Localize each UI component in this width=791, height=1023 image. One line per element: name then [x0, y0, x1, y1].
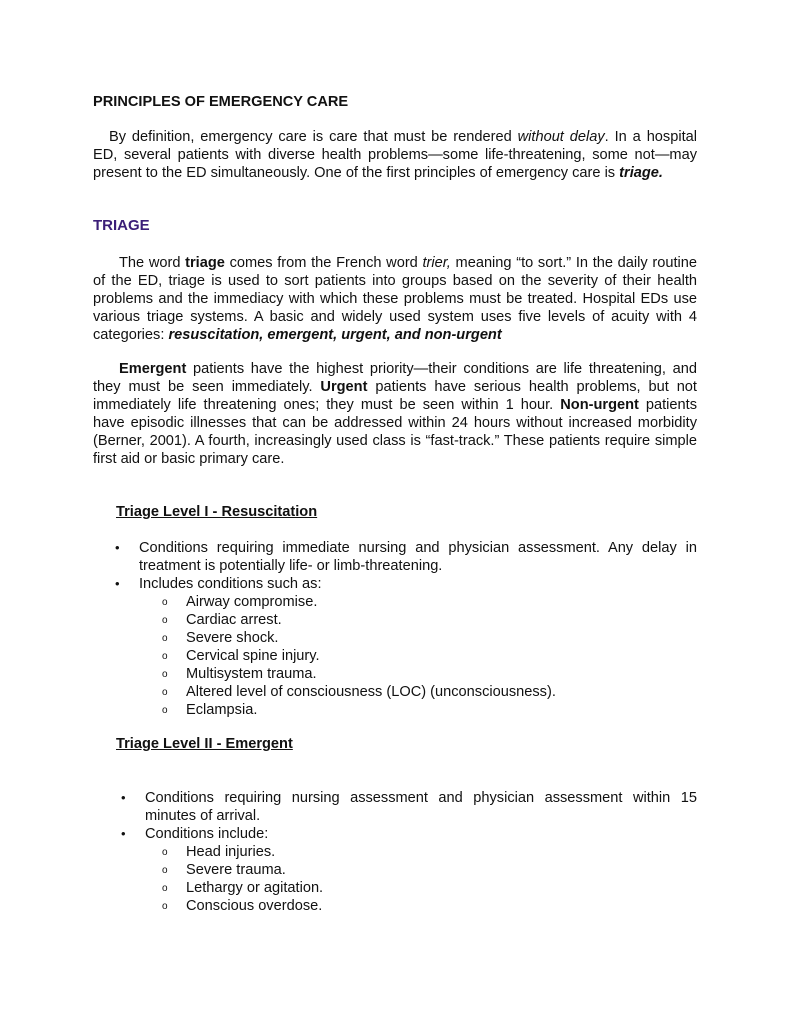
sublist-container [145, 843, 697, 915]
circle-bullet-icon: o [162, 883, 168, 894]
level2-heading: Triage Level II - Emergent [116, 736, 293, 752]
list-item [115, 575, 697, 593]
priority-text: patients have episodic illnesses that can be addressed within 24 hours without increased morbidity (Berner, 2001). A fourth, increasingly used class is “fast-track.” These patients require simple first aid or basic primary care. [93, 397, 698, 467]
list-item [139, 611, 697, 629]
circle-bullet-icon: o [162, 687, 168, 698]
bullet-icon: • [115, 540, 120, 555]
sub-item-text: Airway compromise. [186, 594, 318, 610]
sub-item-text: Severe shock. [186, 630, 279, 646]
bullet-icon: • [115, 576, 120, 591]
bullet-text: Includes conditions such as: [139, 576, 322, 592]
list-item [139, 647, 697, 665]
level2-bullets [121, 789, 697, 915]
sub-item-text: Altered level of consciousness (LOC) (unconsciousness). [186, 684, 556, 700]
sub-item-text: Lethargy or agitation. [186, 880, 324, 896]
circle-bullet-icon: o [162, 847, 168, 858]
bullet-text: Conditions requiring immediate nursing and physician assessment. Any delay in treatment is potentially life- or limb-threatening. [139, 540, 697, 574]
sub-item-text: Cardiac arrest. [186, 612, 282, 628]
categories-list: resuscitation, emergent, urgent, and non-urgent [168, 327, 502, 343]
triage-text: comes from the French word [224, 255, 423, 271]
level2-sublist [145, 843, 697, 915]
triage-paragraph [93, 254, 697, 344]
list-item [139, 701, 697, 719]
emergent-term: Emergent [119, 361, 187, 377]
page-title: PRINCIPLES OF EMERGENCY CARE [93, 94, 349, 110]
triage-heading: TRIAGE [93, 217, 150, 234]
non-urgent-term: Non-urgent [560, 397, 639, 413]
trier-term: trier, [422, 255, 451, 271]
list-item [145, 861, 697, 879]
sub-item-text: Head injuries. [186, 844, 276, 860]
level1-sublist [139, 593, 697, 719]
circle-bullet-icon: o [162, 651, 168, 662]
urgent-term: Urgent [320, 379, 368, 395]
sub-item-text: Severe trauma. [186, 862, 286, 878]
priority-text: patients have serious health problems, but not immediately life threatening ones; they must be seen within 1 hour. [93, 379, 697, 413]
sub-item-text: Conscious overdose. [186, 898, 323, 914]
sub-item-text: Eclampsia. [186, 702, 258, 718]
sub-item-text: Multisystem trauma. [186, 666, 317, 682]
circle-bullet-icon: o [162, 597, 168, 608]
bullet-icon: • [121, 826, 126, 841]
list-item [145, 879, 697, 897]
priority-paragraph [93, 360, 697, 468]
list-item [139, 629, 697, 647]
bullet-text: Conditions requiring nursing assessment and physician assessment within 15 minutes of arrival. [145, 790, 697, 824]
intro-paragraph [93, 128, 697, 182]
list-item [139, 683, 697, 701]
circle-bullet-icon: o [162, 633, 168, 644]
intro-triage-term: triage. [619, 165, 663, 181]
circle-bullet-icon: o [162, 669, 168, 680]
list-item [145, 843, 697, 861]
intro-text: . In a hospital ED, several patients with diverse health problems—some life-threatening, some not—may present to the ED simultaneously. One of the first principles of emergency care is [93, 129, 697, 181]
triage-text: meaning “to sort.” In the daily routine of the ED, triage is used to sort patients into groups based on the severity of their health problems and the immediacy with which these problems must be treated. Hospital EDs use various triage systems. A basic and widely used system uses five levels of acuity with 4 categories: [93, 255, 697, 343]
priority-text: patients have the highest priority—their conditions are life threatening, and they must be seen immediately. [93, 361, 697, 395]
bullet-text: Conditions include: [145, 826, 269, 842]
circle-bullet-icon: o [162, 615, 168, 626]
triage-term: triage [185, 255, 225, 271]
circle-bullet-icon: o [162, 901, 168, 912]
triage-text: The word [119, 255, 186, 271]
intro-text: By definition, emergency care is care that must be rendered [109, 129, 518, 145]
circle-bullet-icon: o [162, 865, 168, 876]
list-item [121, 825, 697, 843]
level1-heading: Triage Level I - Resuscitation [116, 504, 318, 520]
sub-item-text: Cervical spine injury. [186, 648, 320, 664]
list-item [115, 539, 697, 575]
sublist-container [139, 593, 697, 719]
list-item [145, 897, 697, 915]
list-item [139, 593, 697, 611]
list-item [139, 665, 697, 683]
bullet-icon: • [121, 790, 126, 805]
circle-bullet-icon: o [162, 705, 168, 716]
level1-bullets [115, 539, 697, 719]
intro-emphasis: without delay [517, 129, 605, 145]
list-item [121, 789, 697, 825]
